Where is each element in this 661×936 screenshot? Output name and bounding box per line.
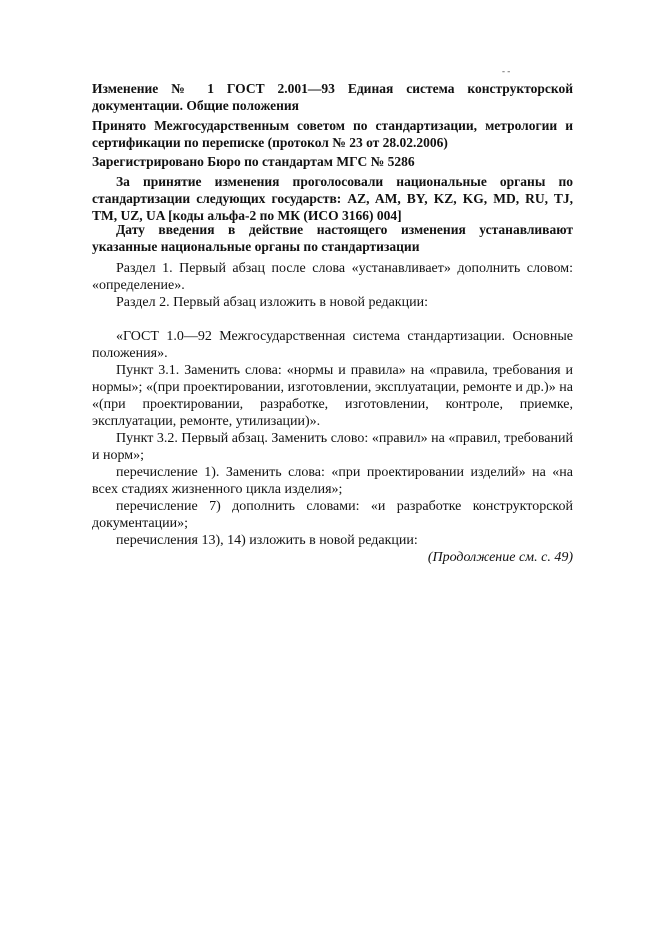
paragraph-gost-ref: «ГОСТ 1.0—92 Межгосударственная система стандартизации. Основные положения».: [92, 329, 573, 361]
paragraph-enum-7: перечисление 7) дополнить словами: «и разработке конструкторской документации»;: [92, 499, 573, 531]
paragraph-enum-13-14: перечисления 13), 14) изложить в новой редакции:: [116, 533, 418, 548]
paragraph-section-1: Раздел 1. Первый абзац после слова «устанавливает» дополнить словом: «определение».: [92, 261, 573, 293]
continuation-note: (Продолжение см. с. 49): [427, 550, 573, 565]
amendment-title: Изменение № 1 ГОСТ 2.001—93 Единая система конструкторской документации. Общие положения: [92, 81, 573, 113]
effective-date-note: Дату введения в действие настоящего изменения устанавливают указанные национальные органы по стандартизации: [92, 222, 573, 254]
paragraph-item-3-1: Пункт 3.1. Заменить слова: «нормы и правила» на «правила, требования и нормы»; «(при проектировании, изготовлении, эксплуатации, ремонте и др.)» на «(при проектировании, разработке, изготовлении, контроле, приемке, эксплуатации, ремонте, утилизации)».: [92, 363, 573, 429]
paragraph-section-2: Раздел 2. Первый абзац изложить в новой редакции:: [116, 295, 428, 310]
adoption-note: Принято Межгосударственным советом по стандартизации, метрологии и сертификации по переписке (протокол № 23 от 28.02.2006): [92, 118, 573, 150]
paragraph-enum-1: перечисление 1). Заменить слова: «при проектировании изделий» на «на всех стадиях жизненного цикла изделия»;: [92, 465, 573, 497]
voting-note: За принятие изменения проголосовали национальные органы по стандартизации следующих государств: AZ, AM, BY, KZ, KG, MD, RU, TJ, TM, UZ, UA [коды альфа-2 по МК (ИСО 3166) 004]: [92, 174, 573, 223]
registration-note: Зарегистрировано Бюро по стандартам МГС № 5286: [92, 154, 415, 169]
page-mark: - -: [502, 66, 511, 76]
paragraph-item-3-2: Пункт 3.2. Первый абзац. Заменить слово: «правил» на «правил, требований и норм»;: [92, 431, 573, 463]
